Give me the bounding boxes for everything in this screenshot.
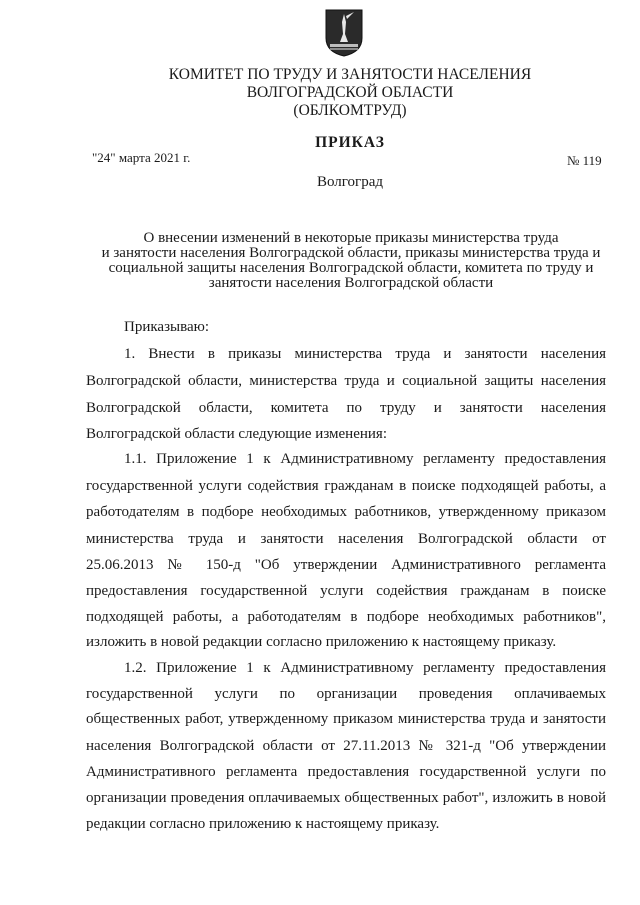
order-date: "24" марта 2021 г. (92, 150, 191, 165)
subject-line: занятости населения Волгоградской области (208, 275, 494, 291)
body-line: Волгоградской области следующие изменения: (86, 426, 387, 442)
subject-line: и занятости населения Волгоградской области, приказы министерства труда и (101, 245, 601, 261)
subject-line: социальной защиты населения Волгоградской области, комитета по труду и (108, 260, 594, 276)
order-subject (86, 231, 616, 291)
document-type-title: ПРИКАЗ (315, 134, 385, 151)
body-line: государственной услуги по организации проведения оплачиваемых (86, 686, 606, 702)
body-line: редакции согласно приложению к настоящему приказу. (86, 816, 440, 832)
body-line: предоставления государственной услуги содействия гражданам в поиске (86, 583, 606, 599)
body-line: изложить в новой редакции согласно приложению к настоящему приказу. (86, 634, 557, 650)
order-number: № 119 (567, 153, 602, 168)
body-line: населения Волгоградской области от 27.11.2013 № 321-д "Об утверждении (86, 738, 606, 754)
body-line: 1.2. Приложение 1 к Административному регламенту предоставления (124, 660, 606, 676)
body-line: 25.06.2013 № 150-д "Об утверждении Административного регламента (86, 557, 606, 573)
body-line: работодателям в подборе необходимых работников, утвержденному приказом (86, 504, 606, 520)
body-line: государственной услуги содействия гражданам в поиске подходящей работы, а (86, 478, 606, 494)
org-name-abbrev: (ОБЛКОМТРУД) (293, 102, 407, 119)
body-line: Приказываю: (124, 319, 209, 335)
body-line: организации проведения оплачиваемых общественных работ", изложить в новой (86, 790, 606, 806)
body-line: министерства труда и занятости населения Волгоградской области от (86, 531, 606, 547)
body-line: подходящей работы, а работодателям в подборе необходимых работников", (86, 609, 606, 625)
org-name-line2: ВОЛГОГРАДСКОЙ ОБЛАСТИ (246, 84, 454, 101)
body-line: 1.1. Приложение 1 к Административному регламенту предоставления (124, 451, 606, 467)
body-line: общественных работ, утвержденному приказом министерства труда и занятости (86, 711, 606, 727)
city-name: Волгоград (316, 174, 383, 190)
org-name-line1: КОМИТЕТ ПО ТРУДУ И ЗАНЯТОСТИ НАСЕЛЕНИЯ (168, 66, 532, 83)
coat-of-arms-emblem (324, 8, 364, 58)
body-line: 1. Внести в приказы министерства труда и занятости населения (124, 346, 606, 362)
body-line: Волгоградской области, министерства труда и социальной защиты населения (86, 373, 606, 389)
subject-line: О внесении изменений в некоторые приказы министерства труда (143, 230, 559, 246)
body-line: Волгоградской области, комитета по труду и занятости населения (86, 400, 606, 416)
body-line: Административного регламента предоставления государственной услуги по (86, 764, 606, 780)
